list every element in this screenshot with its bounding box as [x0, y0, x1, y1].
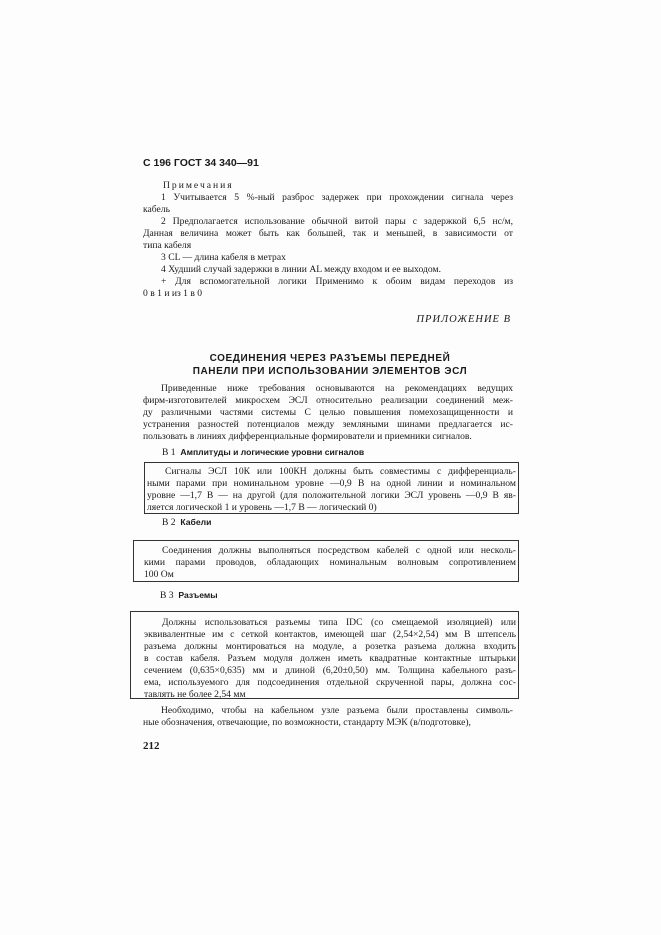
text-line: эквивалентные им с сеткой контактов, имеющей шаг (2,54×2,54) мм В штепсель	[144, 629, 516, 640]
text-line: разъема должны монтироваться на модуле, а розетка разъема должна входить	[144, 641, 516, 652]
text-line: в состав кабеля. Разъем модуля должен иметь квадратные контактные штырьки	[144, 653, 516, 664]
text-line: фирм-изготовителей микросхем ЭСЛ относительно реализации соединений меж-	[143, 395, 513, 406]
section-heading	[162, 447, 364, 458]
text-line: Соединения должны выполняться посредством кабелей с одной или несколь-	[162, 545, 516, 556]
intro-paragraph	[143, 383, 513, 443]
text-line: 0 в 1 и из 1 в 0	[143, 288, 203, 299]
text-line: ду различными частями системы С целью повышения помехозащищенности и	[143, 407, 513, 418]
page-number: 212	[143, 740, 160, 752]
text-line: 3 CL — длина кабеля в метрах	[161, 252, 286, 263]
text-line: кабель	[143, 204, 170, 215]
text-line: пользовать в линиях дифференциальные формирователи и приемники сигналов.	[143, 431, 472, 442]
text-line: 1 Учитывается 5 %-ный разброс задержек при прохождении сигнала через	[161, 192, 513, 203]
text-line: сечением (0,635×0,635) мм и длиной (6,20±0,50) мм. Толщина кабельного разъ-	[144, 665, 516, 676]
section-heading-text: Разъемы	[178, 590, 218, 600]
section-title	[140, 352, 520, 378]
text-line: + Для вспомогательной логики Применимо к обоим видам переходов из	[161, 276, 513, 287]
section-number: В 3	[160, 590, 174, 601]
section-box	[133, 540, 519, 582]
text-line: ными парами при номинальном уровне —0,9 В на одной линии и номинальном	[147, 478, 516, 489]
text-line: устранения разностей потенциалов между земляными шинами предлагается ис-	[143, 419, 513, 430]
notes	[143, 180, 513, 300]
text-line: ляется логической 1 и уровень —1,7 В — логический 0)	[147, 502, 377, 513]
section-heading	[162, 517, 211, 528]
section-number: В 2	[162, 517, 176, 528]
text-line: Должны использоваться разъемы типа IDC (со смещаемой изоляцией) или	[162, 617, 516, 628]
appendix-label: ПРИЛОЖЕНИЕ В	[416, 314, 511, 325]
text-line: Сигналы ЭСЛ 10К или 100КН должны быть совместимы с дифференциаль-	[165, 466, 516, 477]
text-line: кими парами проводов, обладающих номинальным волновым сопротивлением	[144, 557, 516, 568]
title-line: ПАНЕЛИ ПРИ ИСПОЛЬЗОВАНИИ ЭЛЕМЕНТОВ ЭСЛ	[192, 366, 468, 377]
final-paragraph	[143, 705, 513, 729]
text-line: Приведенные ниже требования основываются на рекомендациях ведущих	[161, 383, 513, 394]
section-number: В 1	[162, 447, 176, 458]
text-line: уровне —1,7 В — на другой (для положительной логики ЭСЛ уровень —0,9 В яв-	[147, 490, 516, 501]
text-line: 4 Худший случай задержки в линии AL между входом и ее выходом.	[161, 264, 441, 275]
section-box	[130, 611, 519, 699]
text-line: ема, используемого для подсоединения отдельной скрученной пары, должна сос-	[144, 677, 516, 688]
section-heading	[160, 590, 218, 601]
text-line: 2 Предполагается использование обычной витой пары с задержкой 6,5 нс/м,	[161, 216, 513, 227]
text-line: Необходимо, чтобы на кабельном узле разъема были проставлены символь-	[161, 705, 513, 716]
title-line: СОЕДИНЕНИЯ ЧЕРЕЗ РАЗЪЕМЫ ПЕРЕДНЕЙ	[209, 353, 451, 364]
section-heading-text: Амплитуды и логические уровни сигналов	[180, 447, 365, 457]
page-header: С 196 ГОСТ 34 340—91	[143, 157, 259, 169]
notes-title: Примечания	[163, 180, 234, 191]
section-box	[144, 462, 519, 514]
text-line: тавлять не более 2,54 мм	[144, 689, 246, 700]
text-line: ные обозначения, отвечающие, по возможности, стандарту МЭК (в/подготовке),	[143, 717, 471, 728]
text-line: 100 Ом	[144, 569, 174, 580]
text-line: типа кабеля	[143, 240, 192, 251]
text-line: Данная величина может быть как большей, так и меньшей, в зависимости от	[143, 228, 513, 239]
section-heading-text: Кабели	[180, 517, 212, 527]
